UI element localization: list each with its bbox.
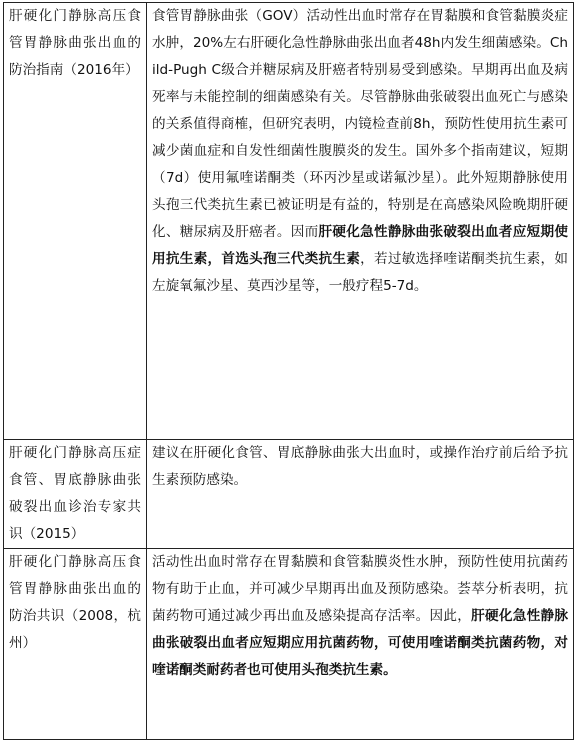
table-row	[4, 549, 574, 740]
table-row	[4, 440, 574, 549]
guideline-source-text: 肝硬化门静脉高压症食管、胃底静脉曲张破裂出血诊治专家共识（2015）	[9, 445, 141, 542]
recommendation-emphasis: 肝硬化急性静脉曲张破裂出血者应短期使用抗生素，首选头孢三代类抗生素	[152, 224, 569, 267]
guideline-source-cell	[4, 3, 147, 440]
recommendation-text: 活动性出血时常存在胃黏膜和食管黏膜炎性水肿，预防性使用抗菌药物有助于止血，并可减少早期再出血及预防感染。荟萃分析表明，抗菌药物可通过减少再出血及感染提高存活率。因此，	[152, 554, 568, 624]
guideline-source-text: 肝硬化门静脉高压食管胃静脉曲张出血的防治共识（2008，杭州）	[9, 554, 141, 651]
guideline-source-text: 肝硬化门静脉高压食管胃静脉曲张出血的防治指南（2016年）	[9, 8, 141, 78]
guideline-source-cell	[4, 549, 147, 740]
recommendation-cell	[147, 3, 574, 440]
recommendation-emphasis: 肝硬化急性静脉曲张破裂出血者应短期应用抗菌药物，可使用喹诺酮类抗菌药物，对喹诺酮类耐药者也可使用头孢类抗生素。	[152, 608, 569, 678]
recommendation-cell	[147, 440, 574, 549]
recommendation-text: 建议在肝硬化食管、胃底静脉曲张大出血时，或操作治疗前后给予抗生素预防感染。	[152, 445, 568, 488]
table-row	[4, 3, 574, 440]
guideline-comparison-table	[3, 2, 574, 740]
recommendation-text: ，若过敏选择喹诺酮类抗生素，如左旋氧氟沙星、莫西沙星等，一般疗程5-7d。	[152, 251, 568, 294]
recommendation-cell	[147, 549, 574, 740]
recommendation-text: 食管胃静脉曲张（GOV）活动性出血时常存在胃黏膜和食管黏膜炎症水肿，20%左右肝硬化急性静脉曲张出血者48h内发生细菌感染。Child-Pugh C级合并糖尿病及肝癌者特别易受到感染。早期再出血及病死率与未能控制的细菌感染有关。尽管静脉曲张破裂出血死亡与感染的关系值得商榷，但研究表明，内镜检查前8h，预防性使用抗生素可减少菌血症和自发性细菌性腹膜炎的发生。国外多个指南建议，短期（7d）使用氟喹诺酮类（环丙沙星或诺氟沙星）。此外短期静脉使用头孢三代类抗生素已被证明是有益的，特别是在高感染风险晚期肝硬化、糖尿病及肝癌者。因而	[152, 8, 568, 240]
guideline-source-cell	[4, 440, 147, 549]
